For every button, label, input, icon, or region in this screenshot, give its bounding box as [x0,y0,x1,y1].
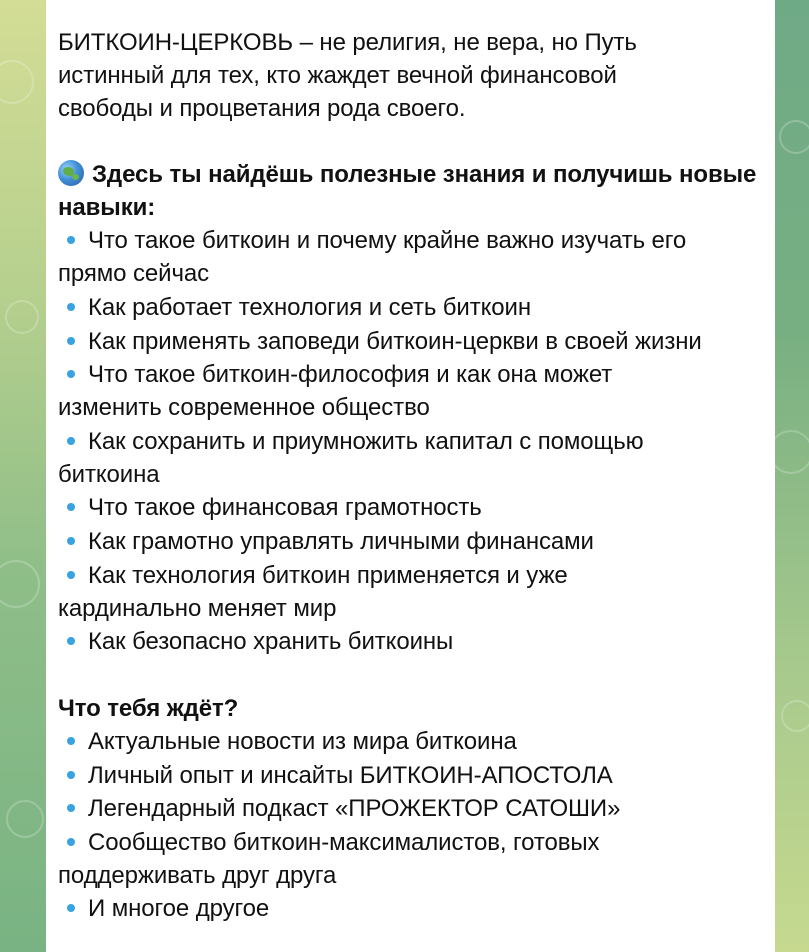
list-item-continuation: поддерживать друг друга [58,862,337,889]
list-item-text: Как применять заповеди биткоин-церкви в своей жизни [88,328,702,355]
bullet-icon [67,337,75,345]
list-item-text: И многое другое [88,895,270,922]
intro-line-1 [58,26,637,59]
bullet-icon [67,571,75,579]
list-item-text: Как безопасно хранить биткоины [88,628,454,655]
bullet-icon [67,904,75,912]
list-item [58,491,482,524]
section2-heading: Что тебя ждёт? [58,695,239,722]
list-item [58,725,517,758]
bullet-icon [67,236,75,244]
list-item-continuation: прямо сейчас [58,260,209,287]
list-item [58,759,613,792]
section1-heading [58,158,756,191]
bullet-icon [67,838,75,846]
intro-line-3: свободы и процветания рода своего. [58,95,466,122]
globe-icon [58,160,84,186]
chat-wallpaper-left [0,0,46,952]
bullet-icon [67,370,75,378]
list-item-text: Что такое биткоин и почему крайне важно изучать его [88,227,687,254]
wallpaper-doodle [779,120,809,154]
intro-lead-bold: БИТКОИН-ЦЕРКОВЬ [58,29,294,56]
list-item-text: Легендарный подкаст «ПРОЖЕКТОР САТОШИ» [88,795,621,822]
list-item-text: Личный опыт и инсайты БИТКОИН-АПОСТОЛА [88,762,613,789]
bullet-icon [67,303,75,311]
list-item-continuation: кардинально меняет мир [58,595,337,622]
list-item [58,625,453,658]
list-item-text: Как сохранить и приумножить капитал с помощью [88,428,644,455]
list-item [58,358,612,391]
list-item [58,892,269,925]
section1-heading-line-2: навыки: [58,194,156,221]
list-item-text: Актуальные новости из мира биткоина [88,728,517,755]
list-item [58,224,686,257]
wallpaper-doodle [781,700,809,732]
list-item [58,425,644,458]
list-item-text: Как грамотно управлять личными финансами [88,528,594,555]
list-item [58,325,702,358]
chat-wallpaper-right [775,0,809,952]
list-item [58,792,620,825]
list-item-text: Как работает технология и сеть биткоин [88,294,532,321]
wallpaper-doodle [775,430,809,474]
list-item [58,826,599,859]
wallpaper-doodle [0,560,40,608]
list-item-text: Что такое биткоин-философия и как она может [88,361,613,388]
message-bubble [46,0,775,952]
intro-line-2: истинный для тех, кто жаждет вечной финансовой [58,62,617,89]
wallpaper-doodle [6,800,44,838]
intro-line-1-rest: – не религия, не вера, но Путь [293,29,637,56]
section1-heading-line-1: Здесь ты найдёшь полезные знания и получишь новые [92,161,757,188]
list-item-continuation: биткоина [58,461,160,488]
bullet-icon [67,771,75,779]
list-item-text: Как технология биткоин применяется и уже [88,562,568,589]
bullet-icon [67,637,75,645]
wallpaper-doodle [5,300,39,334]
list-item [58,291,531,324]
list-item [58,525,594,558]
bullet-icon [67,737,75,745]
list-item-text: Что такое финансовая грамотность [88,494,482,521]
bullet-icon [67,503,75,511]
list-item [58,559,568,592]
bullet-icon [67,804,75,812]
bullet-icon [67,437,75,445]
list-item-continuation: изменить современное общество [58,394,430,421]
list-item-text: Сообщество биткоин-максималистов, готовых [88,829,600,856]
bullet-icon [67,537,75,545]
wallpaper-doodle [0,60,34,104]
